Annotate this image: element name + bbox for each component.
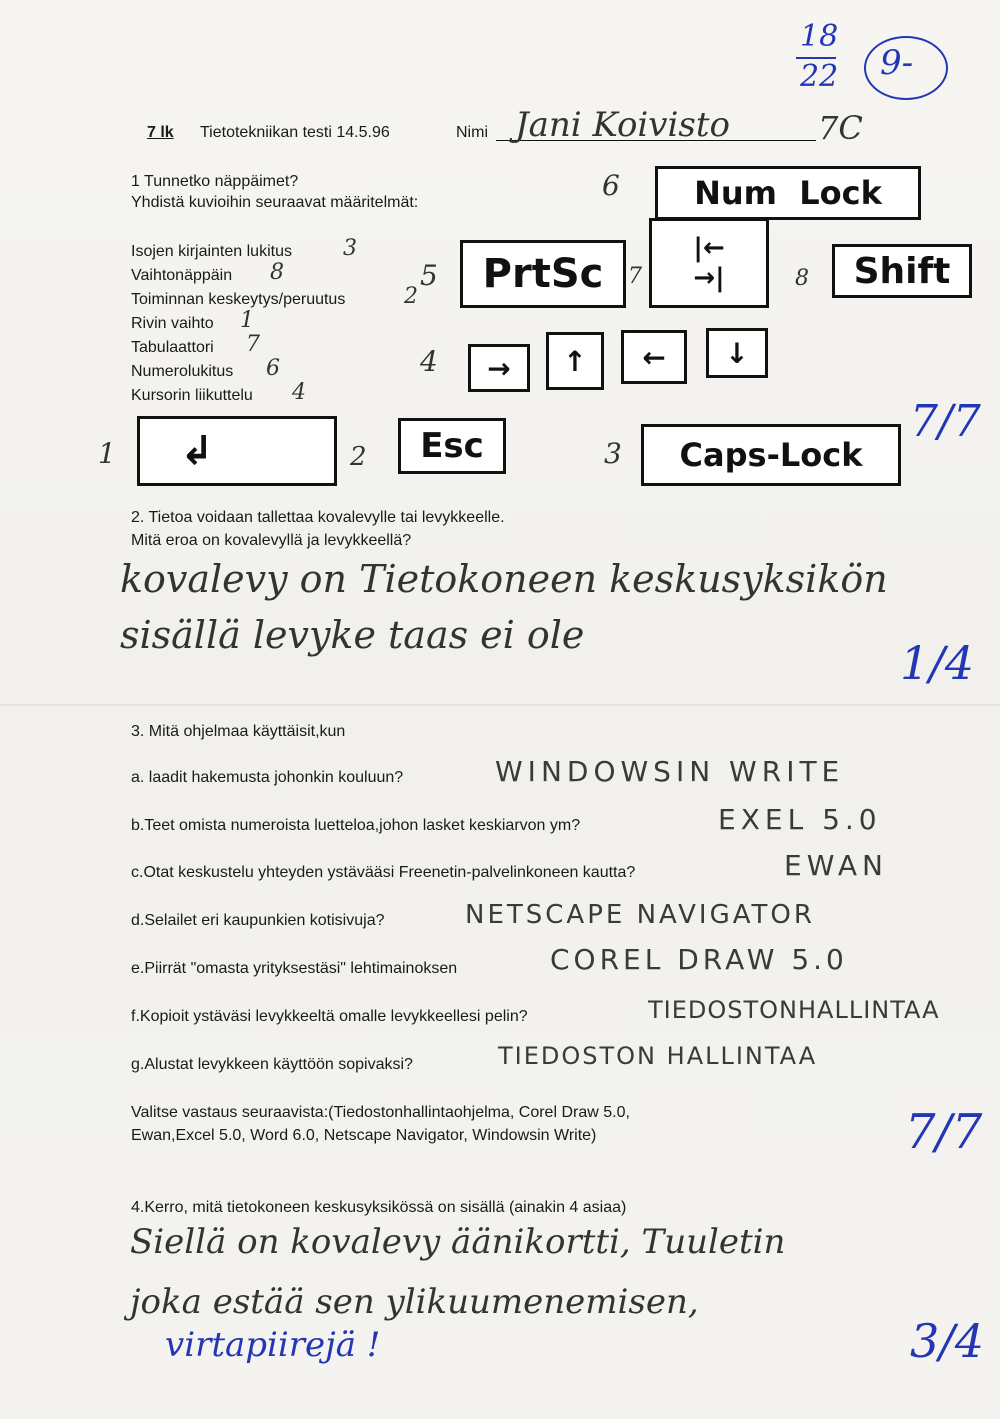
numlock-number: 6: [602, 169, 620, 202]
q3-options: Valitse vastaus seuraavista:(Tiedostonhallintaohjelma, Corel Draw 5.0,: [131, 1104, 630, 1121]
q2-answer: sisällä levyke taas ei ole: [120, 613, 585, 657]
arrows-number: 4: [420, 345, 438, 378]
student-class: 7C: [818, 109, 863, 147]
q2-answer: kovalevy on Tietokoneen keskusyksikön: [120, 557, 888, 601]
q3-answer: EXEL 5.0: [718, 803, 882, 836]
q3-title: 3. Mitä ohjelmaa käyttäisit,kun: [131, 723, 346, 740]
q3-question: b.Teet omista numeroista luetteloa,johon lasket keskiarvon ym?: [131, 817, 581, 834]
q3-options: Ewan,Excel 5.0, Word 6.0, Netscape Navigator, Windowsin Write): [131, 1127, 597, 1144]
enter-number: 1: [98, 437, 116, 470]
q3-score: 7/7: [905, 1104, 983, 1160]
name-label: Nimi: [456, 124, 488, 141]
q2-text: 2. Tietoa voidaan tallettaa kovalevylle tai levykkeelle.: [131, 509, 505, 526]
tab-arrow-left-icon: |←: [693, 233, 725, 263]
tab-arrow-right-icon: →|: [693, 263, 725, 293]
arrow-right-key: →: [468, 344, 530, 392]
q1-item-label: Rivin vaihto: [131, 315, 214, 332]
q1-title: 1 Tunnetko näppäimet?: [131, 173, 299, 190]
q3-answer: WINDOWSIN WRITE: [495, 755, 845, 788]
q1-item-label: Vaihtonäppäin: [131, 267, 233, 284]
numlock-key: Num Lock: [655, 166, 921, 220]
grade-value: 9-: [880, 43, 914, 83]
total-score-top: 18: [800, 19, 839, 54]
q3-answer: TIEDOSTON HALLINTAA: [498, 1042, 818, 1070]
q3-question: e.Piirrät "omasta yrityksestäsi" lehtimainoksen: [131, 960, 458, 977]
q3-question: c.Otat keskustelu yhteyden ystävääsi Freenetin-palvelinkoneen kautta?: [131, 864, 636, 881]
q3-answer: NETSCAPE NAVIGATOR: [465, 900, 815, 930]
prtsc-number: 5: [420, 259, 438, 292]
q1-item-answer: 3: [343, 236, 357, 261]
test-title: Tietotekniikan testi 14.5.96: [200, 124, 390, 141]
q1-item-answer: 4: [292, 380, 306, 405]
capslock-number: 3: [604, 437, 622, 470]
q1-score: 7/7: [910, 396, 981, 447]
q4-answer: Siellä on kovalevy äänikortti, Tuuletin: [130, 1222, 786, 1262]
total-score-bottom: 22: [800, 59, 839, 94]
q1-item-label: Kursorin liikuttelu: [131, 387, 253, 404]
q1-item-label: Tabulaattori: [131, 339, 214, 356]
q1-item-label: Toiminnan keskeytys/peruutus: [131, 291, 346, 308]
q3-question: f.Kopioit ystäväsi levykkeeltä omalle levykkeellesi pelin?: [131, 1008, 528, 1025]
arrow-down-key: ↓: [706, 328, 768, 378]
q1-item-answer: 7: [246, 332, 260, 357]
arrow-up-key: ↑: [546, 332, 604, 390]
q4-answer: virtapiirejä !: [165, 1325, 381, 1365]
student-name: Jani Koivisto: [515, 105, 730, 145]
q1-item-answer: 8: [270, 260, 284, 285]
q3-answer: TIEDOSTONHALLINTAA: [648, 996, 940, 1024]
tab-key: [649, 218, 769, 308]
q4-score: 3/4: [910, 1314, 985, 1368]
q1-item-label: Isojen kirjainten lukitus: [131, 243, 292, 260]
q3-answer: COREL DRAW 5.0: [550, 943, 848, 976]
tab-number: 7: [628, 264, 642, 289]
q3-answer: EWAN: [784, 849, 888, 882]
q1-subtitle: Yhdistä kuvioihin seuraavat määritelmät:: [131, 194, 419, 211]
q3-question: a. laadit hakemusta johonkin kouluun?: [131, 769, 404, 786]
q1-item-answer: 2: [404, 284, 418, 309]
capslock-key: Caps-Lock: [641, 424, 901, 486]
q1-item-answer: 6: [266, 356, 280, 381]
prtsc-key: PrtSc: [460, 240, 626, 308]
q2-text: Mitä eroa on kovalevyllä ja levykkeellä?: [131, 532, 412, 549]
enter-key: ↲: [137, 416, 337, 486]
paper-fold: [0, 704, 1000, 706]
esc-number: 2: [350, 442, 367, 472]
esc-key: Esc: [398, 418, 506, 474]
q4-title: 4.Kerro, mitä tietokoneen keskusyksikössä on sisällä (ainakin 4 asiaa): [131, 1199, 627, 1216]
shift-number: 8: [795, 266, 809, 291]
q4-answer: joka estää sen ylikuumenemisen,: [130, 1282, 699, 1322]
q2-score: 1/4: [900, 636, 975, 690]
grade-label: 7 lk: [147, 124, 174, 141]
q3-question: d.Selailet eri kaupunkien kotisivuja?: [131, 912, 385, 929]
arrow-left-key: ←: [621, 330, 687, 384]
q1-item-label: Numerolukitus: [131, 363, 234, 380]
q1-item-answer: 1: [240, 308, 254, 333]
shift-key: Shift: [832, 244, 972, 298]
q3-question: g.Alustat levykkeen käyttöön sopivaksi?: [131, 1056, 413, 1073]
